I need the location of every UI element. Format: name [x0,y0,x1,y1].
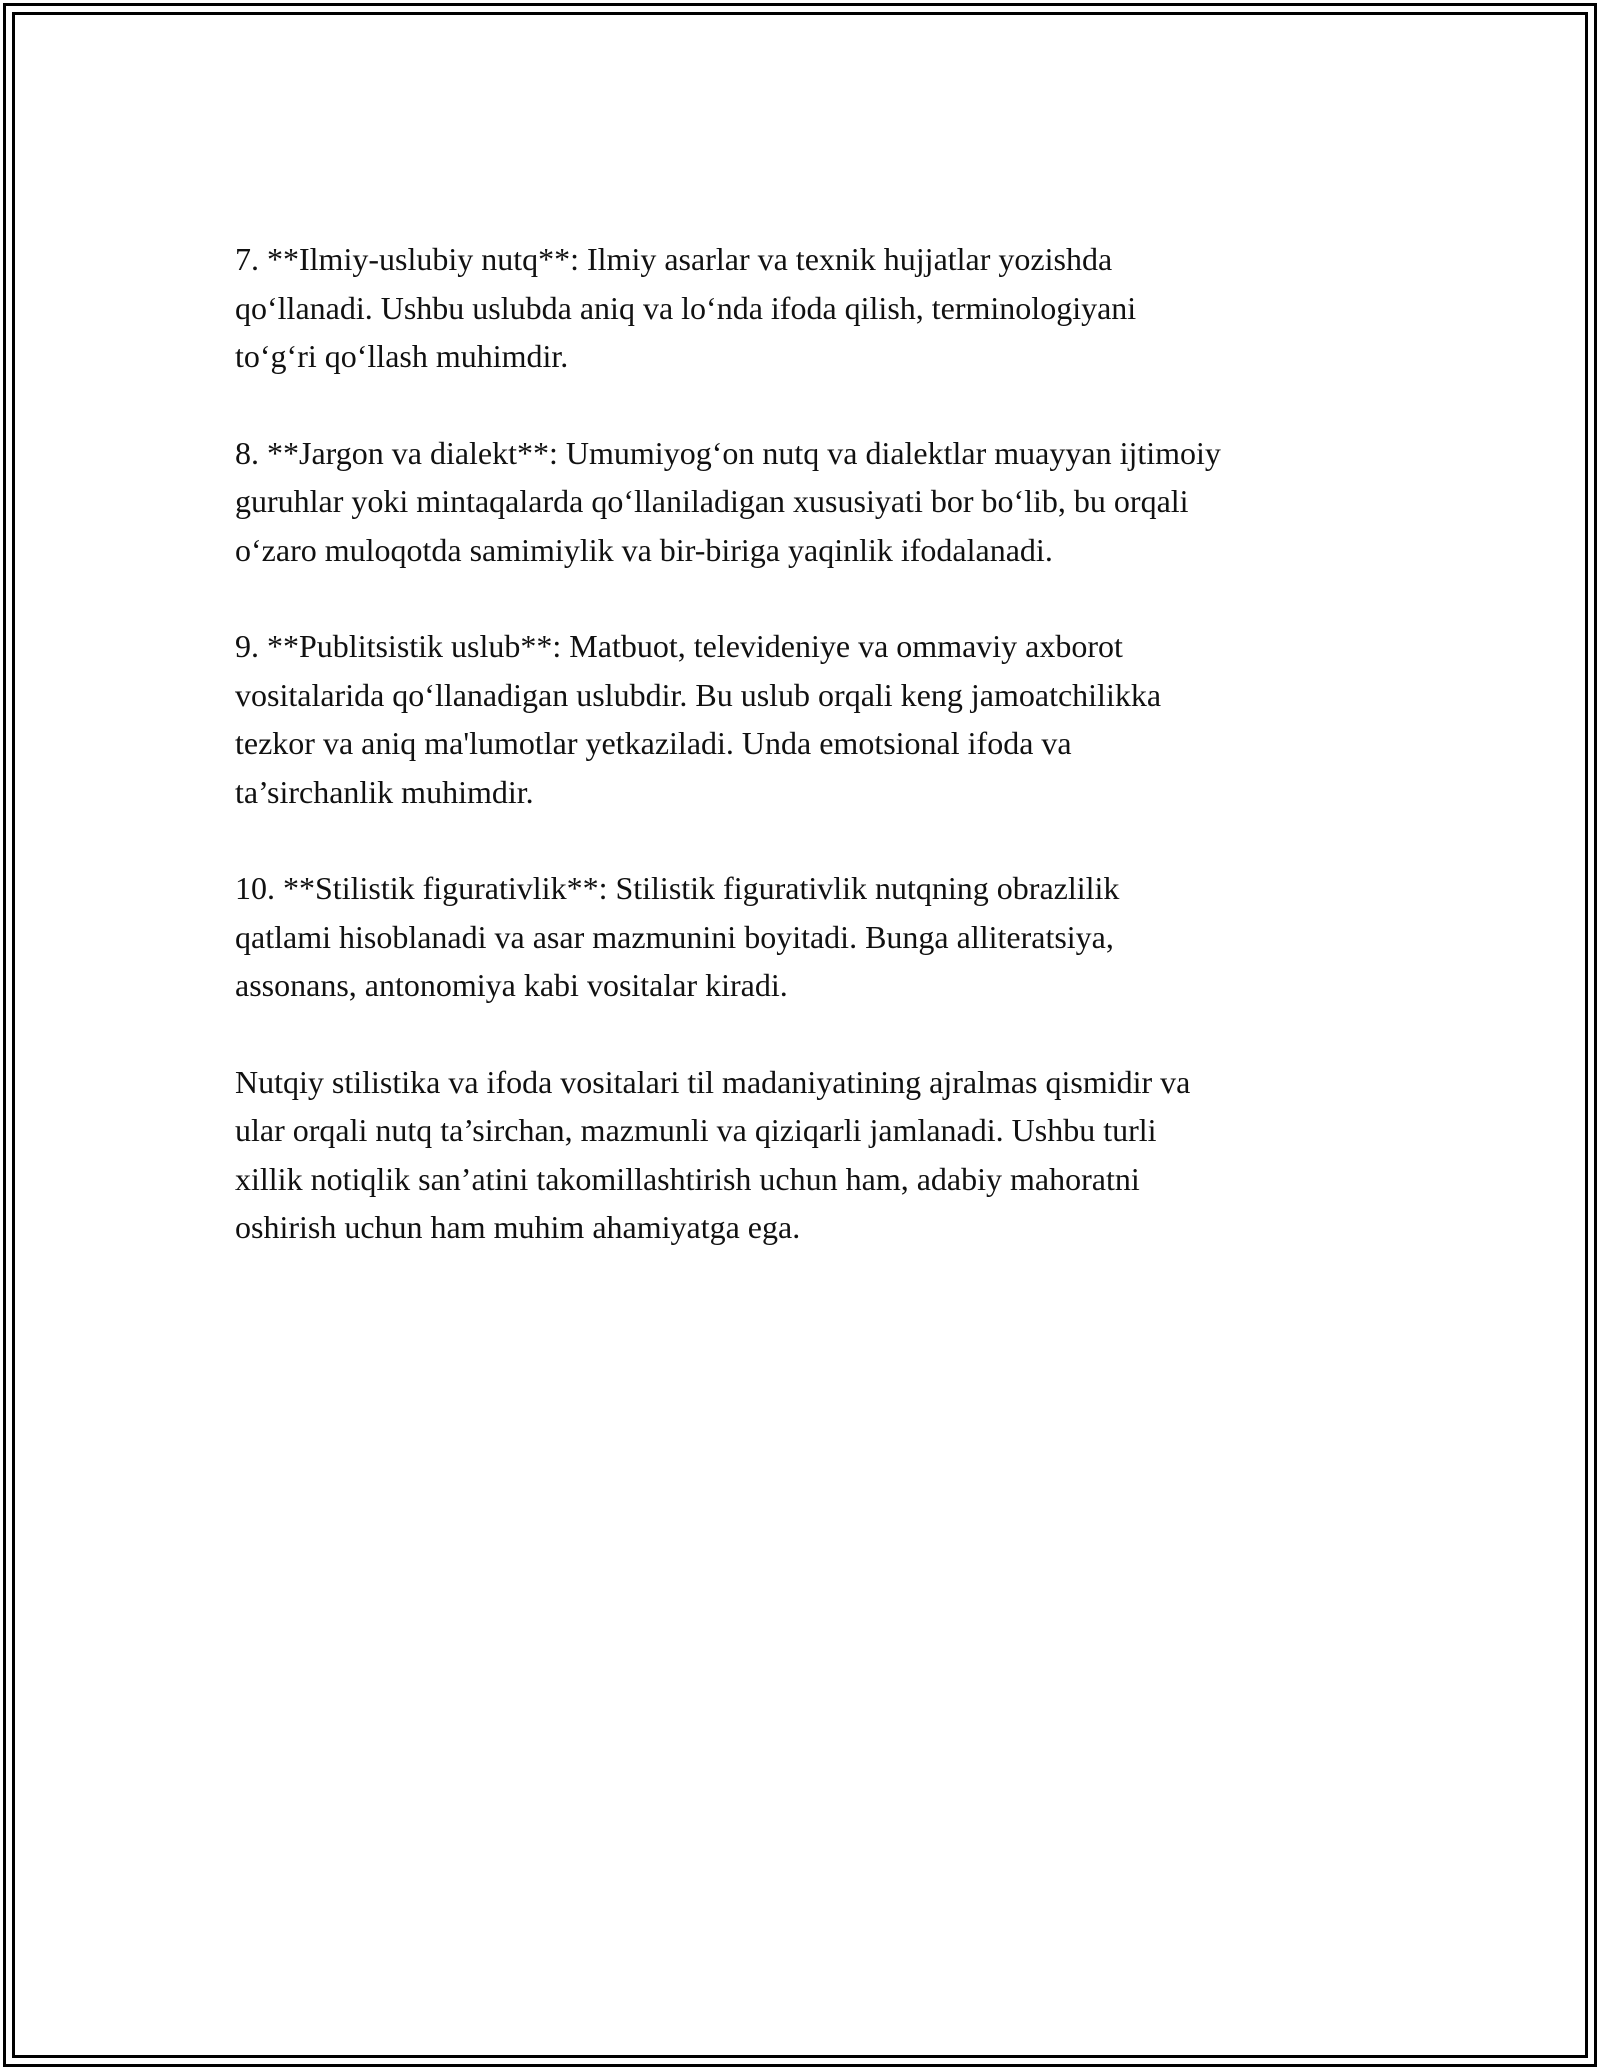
paragraph-conclusion: Nutqiy stilistika va ifoda vositalari til madaniyatining ajralmas qismidir va ular orqali nutq ta’sirchan, mazmunli va qiziqarli jamlanadi. Ushbu turli xillik notiqlik san’atini takomillashtirish uchun ham, adabiy mahoratni oshirish uchun ham muhim ahamiyatga ega. [235,1063,1191,1245]
paragraph-publitsistik-uslub: 9. **Publitsistik uslub**: Matbuot, televideniye va ommaviy axborot vositalarida qo‘llanadigan uslubdir. Bu uslub orqali keng jamoatchilikka tezkor va aniq ma'lumotlar yetkaziladi. Unda emotsional ifoda va ta’sirchanlik muhimdir. [235,628,1162,810]
paragraph-stilistik-figurativlik: 10. **Stilistik figurativlik**: Stilistik figurativlik nutqning obrazlilik qatlami hisoblanadi va asar mazmunini boyitadi. Bunga alliteratsiya, assonans, antonomiya kabi vositalar kiradi. [235,870,1120,1003]
document-body [235,235,1395,1300]
paragraph-jargon-va-dialekt: 8. **Jargon va dialekt**: Umumiyog‘on nutq va dialektlar muayyan ijtimoiy guruhlar yoki mintaqalarda qo‘llaniladigan xususiyati bor bo‘lib, bu orqali o‘zaro muloqotda samimiylik va bir-biriga yaqinlik ifodalanadi. [235,434,1221,568]
paragraph-ilmiy-uslubiy-nutq: 7. **Ilmiy-uslubiy nutq**: Ilmiy asarlar va texnik hujjatlar yozishda qo‘llanadi. Ushbu uslubda aniq va lo‘nda ifoda qilish, terminologiyani to‘g‘ri qo‘llash muhimdir. [235,241,1137,374]
